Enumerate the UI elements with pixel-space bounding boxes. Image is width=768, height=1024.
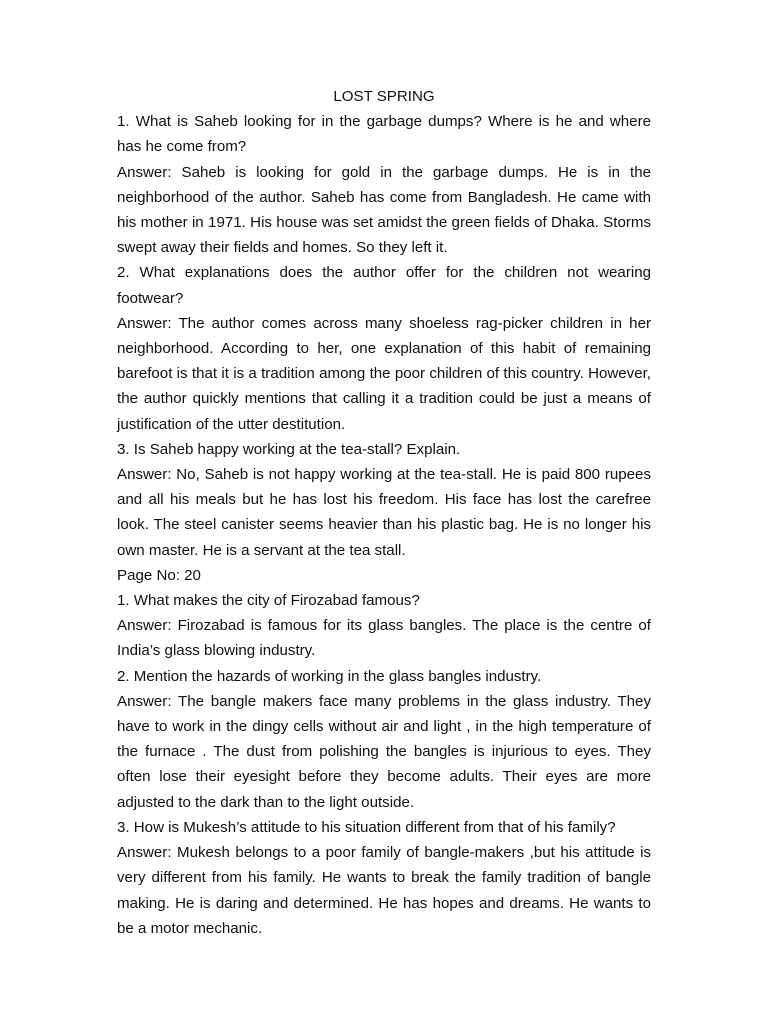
question-5: 2. Mention the hazards of working in the glass bangles industry. (117, 667, 542, 685)
question-2: 2. What explanations does the author offer for the children not wearing footwear? (117, 264, 651, 307)
question-4: 1. What makes the city of Firozabad famous? (117, 592, 420, 610)
answer-4: Answer: Firozabad is famous for its glass bangles. The place is the centre of India’s glass blowing industry. (117, 617, 651, 660)
question-6: 3. How is Mukesh’s attitude to his situation different from that of his family? (117, 818, 616, 836)
answer-6: Answer: Mukesh belongs to a poor family of bangle-makers ,but his attitude is very different from his family. He wants to break the family tradition of bangle making. He is daring and determined. He has hopes and dreams. He wants to be a motor mechanic. (117, 844, 651, 937)
question-3: 3. Is Saheb happy working at the tea-stall? Explain. (117, 440, 461, 458)
answer-3: Answer: No, Saheb is not happy working at the tea-stall. He is paid 800 rupees and all his meals but he has lost his freedom. His face has lost the carefree look. The steel canister seems heavier than his plastic bag. He is no longer his own master. He is a servant at the tea stall. (117, 466, 651, 559)
question-1: 1. What is Saheb looking for in the garbage dumps? Where is he and where has he come from? (117, 113, 651, 156)
answer-1: Answer: Saheb is looking for gold in the garbage dumps. He is in the neighborhood of the author. Saheb has come from Bangladesh. He came with his mother in 1971. His house was set amidst the green fields of Dhaka. Storms swept away their fields and homes. So they left it. (117, 163, 651, 257)
document-title: LOST SPRING (333, 88, 435, 105)
answer-5: Answer: The bangle makers face many problems in the glass industry. They have to work in the dingy cells without air and light , in the high temperature of the furnace . The dust from polishing the bangles is injurious to eyes. They often lose their eyesight before they become adults. Their eyes are more adjusted to the dark than to the light outside. (117, 692, 651, 811)
document-page (117, 84, 651, 941)
answer-2: Answer: The author comes across many shoeless rag-picker children in her neighborhood. According to her, one explanation of this habit of remaining barefoot is that it is a tradition among the poor children of this country. However, the author quickly mentions that calling it a tradition could be just a means of justification of the utter destitution. (117, 314, 651, 433)
page-number-heading: Page No: 20 (117, 566, 201, 584)
